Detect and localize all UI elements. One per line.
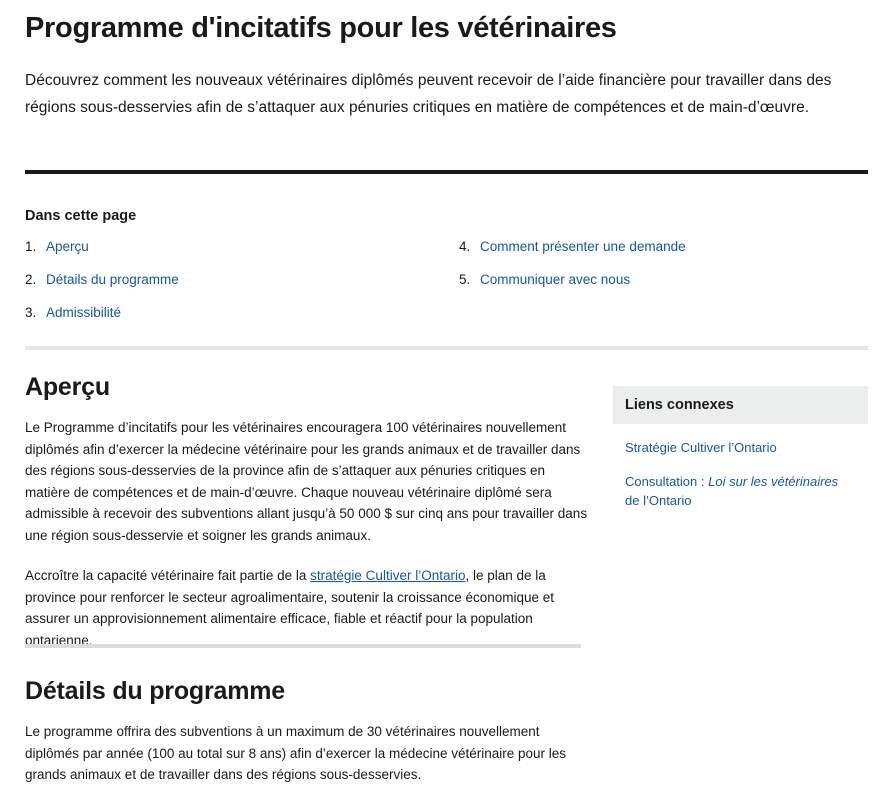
page-title: Programme d'incitatifs pour les vétérinaires (25, 12, 617, 44)
toc-item-number: 3. (25, 305, 37, 320)
toc-list-right (459, 237, 892, 289)
related-link-prefix: Consultation : (625, 474, 709, 489)
details-heading: Détails du programme (25, 677, 285, 705)
related-link-consultation-loi-veterinaires[interactable] (625, 472, 856, 510)
overview-heading: Aperçu (25, 373, 110, 401)
divider-gray-top (25, 346, 868, 350)
toc-item-number: 1. (25, 239, 37, 254)
overview-paragraph-2 (25, 565, 588, 651)
overview-section (25, 372, 588, 651)
toc-link-apercu[interactable]: Aperçu (46, 239, 89, 254)
toc-item-apercu (25, 237, 459, 256)
overview-paragraph-2-text-before: Accroître la capacité vétérinaire fait partie de la (25, 568, 311, 583)
divider-black (25, 170, 868, 174)
toc-item-comment-presenter-une-demande (459, 237, 892, 256)
related-link-italic-title: Loi sur les vétérinaires (708, 474, 839, 489)
toc-link-comment-presenter-une-demande[interactable]: Comment présenter une demande (480, 239, 686, 254)
related-link-suffix: de l’Ontario (625, 493, 692, 508)
toc-column-left (25, 237, 459, 336)
toc-item-number: 4. (459, 239, 471, 254)
overview-paragraph-1: Le Programme d’incitatifs pour les vétérinaires encouragera 100 vétérinaires nouvellement diplômés afin d’exercer la médecine vétérinaire pour les grands animaux et de travailler dans des régions sous-desservies de la province afin de s’attaquer aux pénuries critiques en matière de compétences et de main-d’œuvre. Chaque nouveau vétérinaire diplômé sera admissible à recevoir des subventions allant jusqu’à 50 000 $ sur cinq ans pour travailler dans une région sous-desservie et soigner les grands animaux. (25, 420, 588, 543)
overview-paragraph-2-text-after: , le plan de la province pour renforcer le secteur agroalimentaire, soutenir la croissance économique et assurer un approvisionnement alimentaire efficace, fiable et réactif pour la population ontarienne. (25, 568, 555, 648)
page-lead-paragraph: Découvrez comment les nouveaux vétérinaires diplômés peuvent recevoir de l’aide financière pour travailler dans des régions sous-desservies afin de s’attaquer aux pénuries critiques en matière de compétences et de main-d’œuvre. (25, 72, 832, 116)
toc-item-admissibilite (25, 303, 459, 322)
toc-list-left (25, 237, 459, 322)
toc-columns (25, 237, 868, 336)
details-section (25, 676, 588, 786)
link-strategie-cultiver-ontario[interactable]: stratégie Cultiver l’Ontario (310, 568, 466, 583)
toc-item-details-du-programme (25, 270, 459, 289)
related-link-strategie-cultiver-ontario[interactable] (625, 438, 856, 457)
toc-link-communiquer-avec-nous[interactable]: Communiquer avec nous (480, 272, 631, 287)
main-content-area (25, 372, 868, 651)
table-of-contents (25, 206, 868, 336)
related-links-box (613, 386, 868, 510)
related-link-text: Stratégie Cultiver l’Ontario (625, 440, 777, 455)
toc-link-details-du-programme[interactable]: Détails du programme (46, 272, 179, 287)
sidebar (588, 372, 868, 525)
toc-heading: Dans cette page (25, 208, 137, 224)
toc-column-right (459, 237, 892, 303)
related-links-list (613, 424, 868, 510)
divider-gray-bottom (25, 644, 581, 648)
related-links-heading: Liens connexes (613, 386, 868, 424)
toc-item-number: 2. (25, 272, 37, 287)
toc-item-communiquer-avec-nous (459, 270, 892, 289)
details-paragraph-1: Le programme offrira des subventions à un maximum de 30 vétérinaires nouvellement diplômés par année (100 au total sur 8 ans) afin d’exercer la médecine vétérinaire pour les grands animaux et de travailler dans des régions sous-desservies. (25, 724, 567, 782)
toc-link-admissibilite[interactable]: Admissibilité (46, 305, 122, 320)
toc-item-number: 5. (459, 272, 471, 287)
